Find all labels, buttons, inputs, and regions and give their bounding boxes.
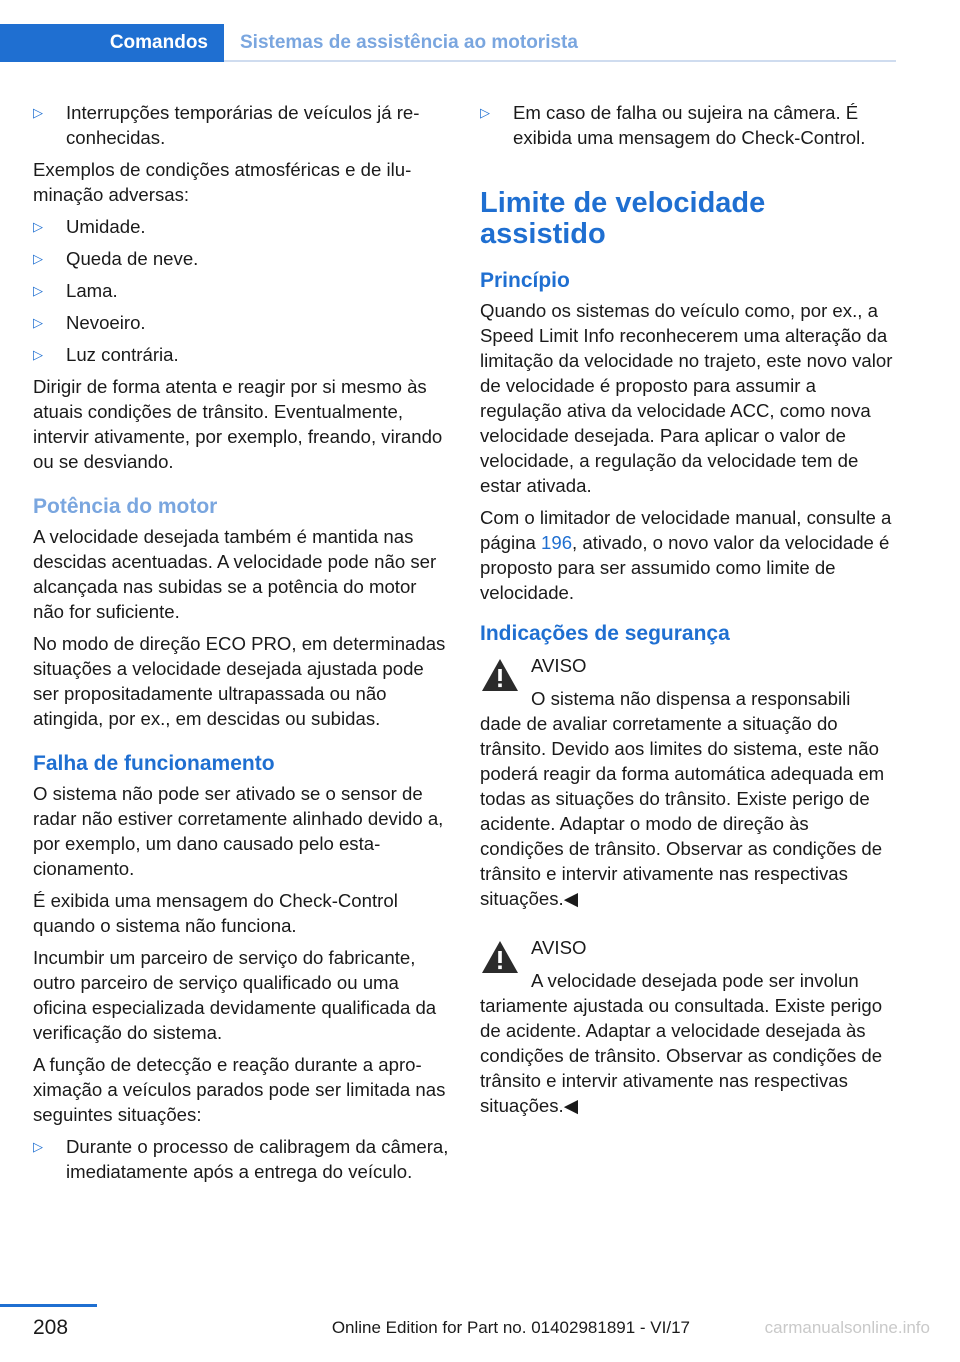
warning-text: O sistema não dispensa a responsabili: [531, 688, 851, 709]
left-column: [33, 100, 449, 1191]
list-item: ▷ Luz contrária.: [33, 344, 179, 365]
paragraph: O sistema não pode ser ativado se o sensor de radar não estiver corretamente alinhado devido a, por exemplo, um dano causado pelo estacionamento.: [33, 783, 444, 879]
edition-note: Online Edition for Part no. 01402981891 - VI/17: [331, 1318, 690, 1337]
warning-title: AVISO: [531, 655, 587, 676]
warning-title: AVISO: [531, 937, 587, 958]
paragraph: Dirigir de forma atenta e reagir por si mesmo às atuais condições de trânsito. Eventualmente, intervir ativamente, por exemplo, freando, virando ou se desviando.: [33, 376, 443, 472]
paragraph: Com o limitador de velocidade manual, consulte a página 196, ativado, o novo valor da velocidade é proposto para ser assumido como limite de velocidade.: [480, 507, 892, 603]
right-column: [480, 100, 894, 1142]
paragraph: Quando os sistemas do veículo como, por ex., a Speed Limit Info reconhecerem uma alteração da limitação da velocidade no trajeto, este novo valor de velocidade é proposto para assumir a regulação ativa da velocidade ACC, como nova velocidade desejada. Para aplicar o valor de velocidade, a regulação da velocidade tem de estar ativada.: [480, 300, 893, 496]
warning-text: A velocidade desejada pode ser involun: [531, 970, 859, 991]
paragraph: É exibida uma mensagem do Check-Control quando o sistema não funciona.: [33, 890, 398, 936]
header-rule: [224, 60, 896, 62]
section-heading: Limite de velocidade assistido: [480, 187, 766, 250]
bullet-icon: ▷: [33, 347, 43, 362]
subheading-seguranca: Indicações de segurança: [480, 622, 730, 645]
list-item: ▷ Durante o processo de calibragem da câmera, imediatamente após a entrega do veículo.: [33, 1136, 449, 1182]
paragraph: A velocidade desejada também é mantida nas descidas acentuadas. A velocidade pode não ser alcançada nas subidas se a potência do motor não for suficiente.: [33, 526, 437, 622]
paragraph: A função de detecção e reação durante a aproximação a veículos parados pode ser limitada nas seguintes situações:: [33, 1054, 446, 1125]
warning-text: tariamente ajustada ou consultada. Existe perigo de acidente. Adaptar a velocidade desejada às condições de trânsito. Observar as condições de trânsito e intervir ativamente nas respectivas situações.◀: [480, 995, 883, 1116]
bullet-icon: ▷: [480, 105, 490, 120]
list-item: ▷ Umidade.: [33, 216, 146, 237]
list-item: ▷ Interrupções temporárias de veículos já reconhecidas.: [33, 102, 420, 148]
footer-rule: [0, 1304, 97, 1307]
list-item: ▷ Em caso de falha ou sujeira na câmera. É exibida uma mensagem do Check-Control.: [480, 102, 866, 148]
list-item: ▷ Nevoeiro.: [33, 312, 146, 333]
paragraph: No modo de direção ECO PRO, em determinadas situações a velocidade desejada ajustada pode ser propositadamente ultrapassada ou não atingida, por ex., em descidas ou subidas.: [33, 633, 446, 729]
warning-triangle-icon: [480, 657, 520, 693]
page-number: 208: [33, 1316, 69, 1339]
bullet-icon: ▷: [33, 251, 43, 266]
bullet-icon: ▷: [33, 219, 43, 234]
section-tab: Comandos: [0, 24, 224, 62]
paragraph: Incumbir um parceiro de serviço do fabricante, outro parceiro de serviço qualificado ou uma oficina especializada devidamente qualificada da verificação do sistema.: [33, 947, 437, 1043]
subheading-motor: Potência do motor: [33, 495, 218, 518]
warning-block: [480, 935, 894, 1118]
list-item: ▷ Queda de neve.: [33, 248, 199, 269]
bullet-icon: ▷: [33, 315, 43, 330]
warning-text: dade de avaliar corretamente a situação do trânsito. Devido aos limites do sistema, este não poderá reagir da forma automática adequada em todas as situações do trânsito. Existe perigo de acidente. Adaptar o modo de direção às condições de trânsito. Observar as condições de trânsito e intervir ativamente nas respectivas situações.◀: [480, 713, 885, 909]
bullet-icon: ▷: [33, 1139, 43, 1154]
paragraph: Exemplos de condições atmosféricas e de iluminação adversas:: [33, 159, 412, 205]
warning-block: [480, 653, 894, 911]
subheading-falha: Falha de funcionamento: [33, 752, 275, 775]
bullet-icon: ▷: [33, 283, 43, 298]
subheading-principio: Princípio: [480, 269, 570, 292]
bullet-icon: ▷: [33, 105, 43, 120]
chapter-title: Sistemas de assistência ao motorista: [240, 32, 578, 53]
warning-triangle-icon: [480, 939, 520, 975]
list-item: ▷ Lama.: [33, 280, 118, 301]
page-header: [0, 0, 960, 62]
watermark: carmanualsonline.info: [764, 1318, 930, 1337]
page-reference-link[interactable]: 196: [541, 532, 573, 553]
